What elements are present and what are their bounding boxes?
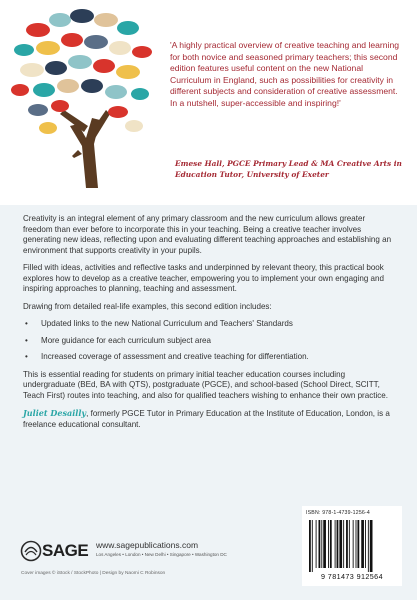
blurb-paragraph-4: This is essential reading for students on primary initial teacher education courses including undergraduate (BEd, BA with QTS), postgraduate (PGCE), and school-based (School Direct, SCITT, Teach First) routes into teaching, and also for qualified teachers wishing to enhance their own practice. [23,369,388,400]
endorsement-attribution: Emese Hall, PGCE Primary Lead & MA Creative Arts in Education Tutor, University of Exeter [175,159,402,180]
endorsement-quote: 'A highly practical overview of creative teaching and learning for both novice and seasoned primary teachers; this second edition features useful content on the new National Curriculum in England, such as possibilities for creativity in different subjects and consideration of creative assessment. In a nutshell, super-accessible and inspiring!' [170,40,400,108]
sage-logo-icon [20,540,42,562]
list-item: • More guidance for each curriculum subject area [23,336,396,347]
author-name: Juliet Desailly [23,408,87,419]
tree-speech-bubbles-illustration [8,6,158,188]
blurb [23,214,396,438]
blurb-paragraph-1: Creativity is an integral element of any primary classroom and the new curriculum allows greater freedom than ever before to incorporate this in your teaching. Being a creative teacher involves generating new ideas, reflecting upon and evaluating different teaching approaches and establishing an environment that supports creativity in your pupils. [23,214,392,255]
publisher-name: SAGE [42,541,89,560]
publisher-cities: Los Angeles • London • New Delhi • Singapore • Washington DC [96,552,227,557]
blurb-paragraph-3: Drawing from detailed real-life examples, this second edition includes: [23,301,272,311]
cover-credits: Cover images © iStock / StockPhoto | Design by Naomi C Robinson [21,571,166,576]
publisher-logo [20,538,230,564]
list-item: • Updated links to the new National Curriculum and Teachers' Standards [23,319,396,330]
blurb-paragraph-2: Filled with ideas, activities and reflective tasks and underpinned by relevant theory, this practical book explores how to develop as a creative teacher, empowering you to implement your own engaging and inspiring approaches to planning, teaching and assessment. [23,263,384,294]
features-list [23,319,396,363]
list-item: • Increased coverage of assessment and creative teaching for differentiation. [23,352,396,363]
isbn-label: ISBN: 978-1-4739-1256-4 [306,510,371,516]
barcode-panel [302,506,402,586]
barcode-icon [308,520,396,572]
author-bio-text: , formerly PGCE Tutor in Primary Education at the Institute of Education, London, is a freelance educational consultant. [23,409,390,429]
publisher-url[interactable]: www.sagepublications.com [96,540,199,550]
barcode-digits: 9 781473 912564 [321,572,383,581]
author-bio [23,408,396,430]
